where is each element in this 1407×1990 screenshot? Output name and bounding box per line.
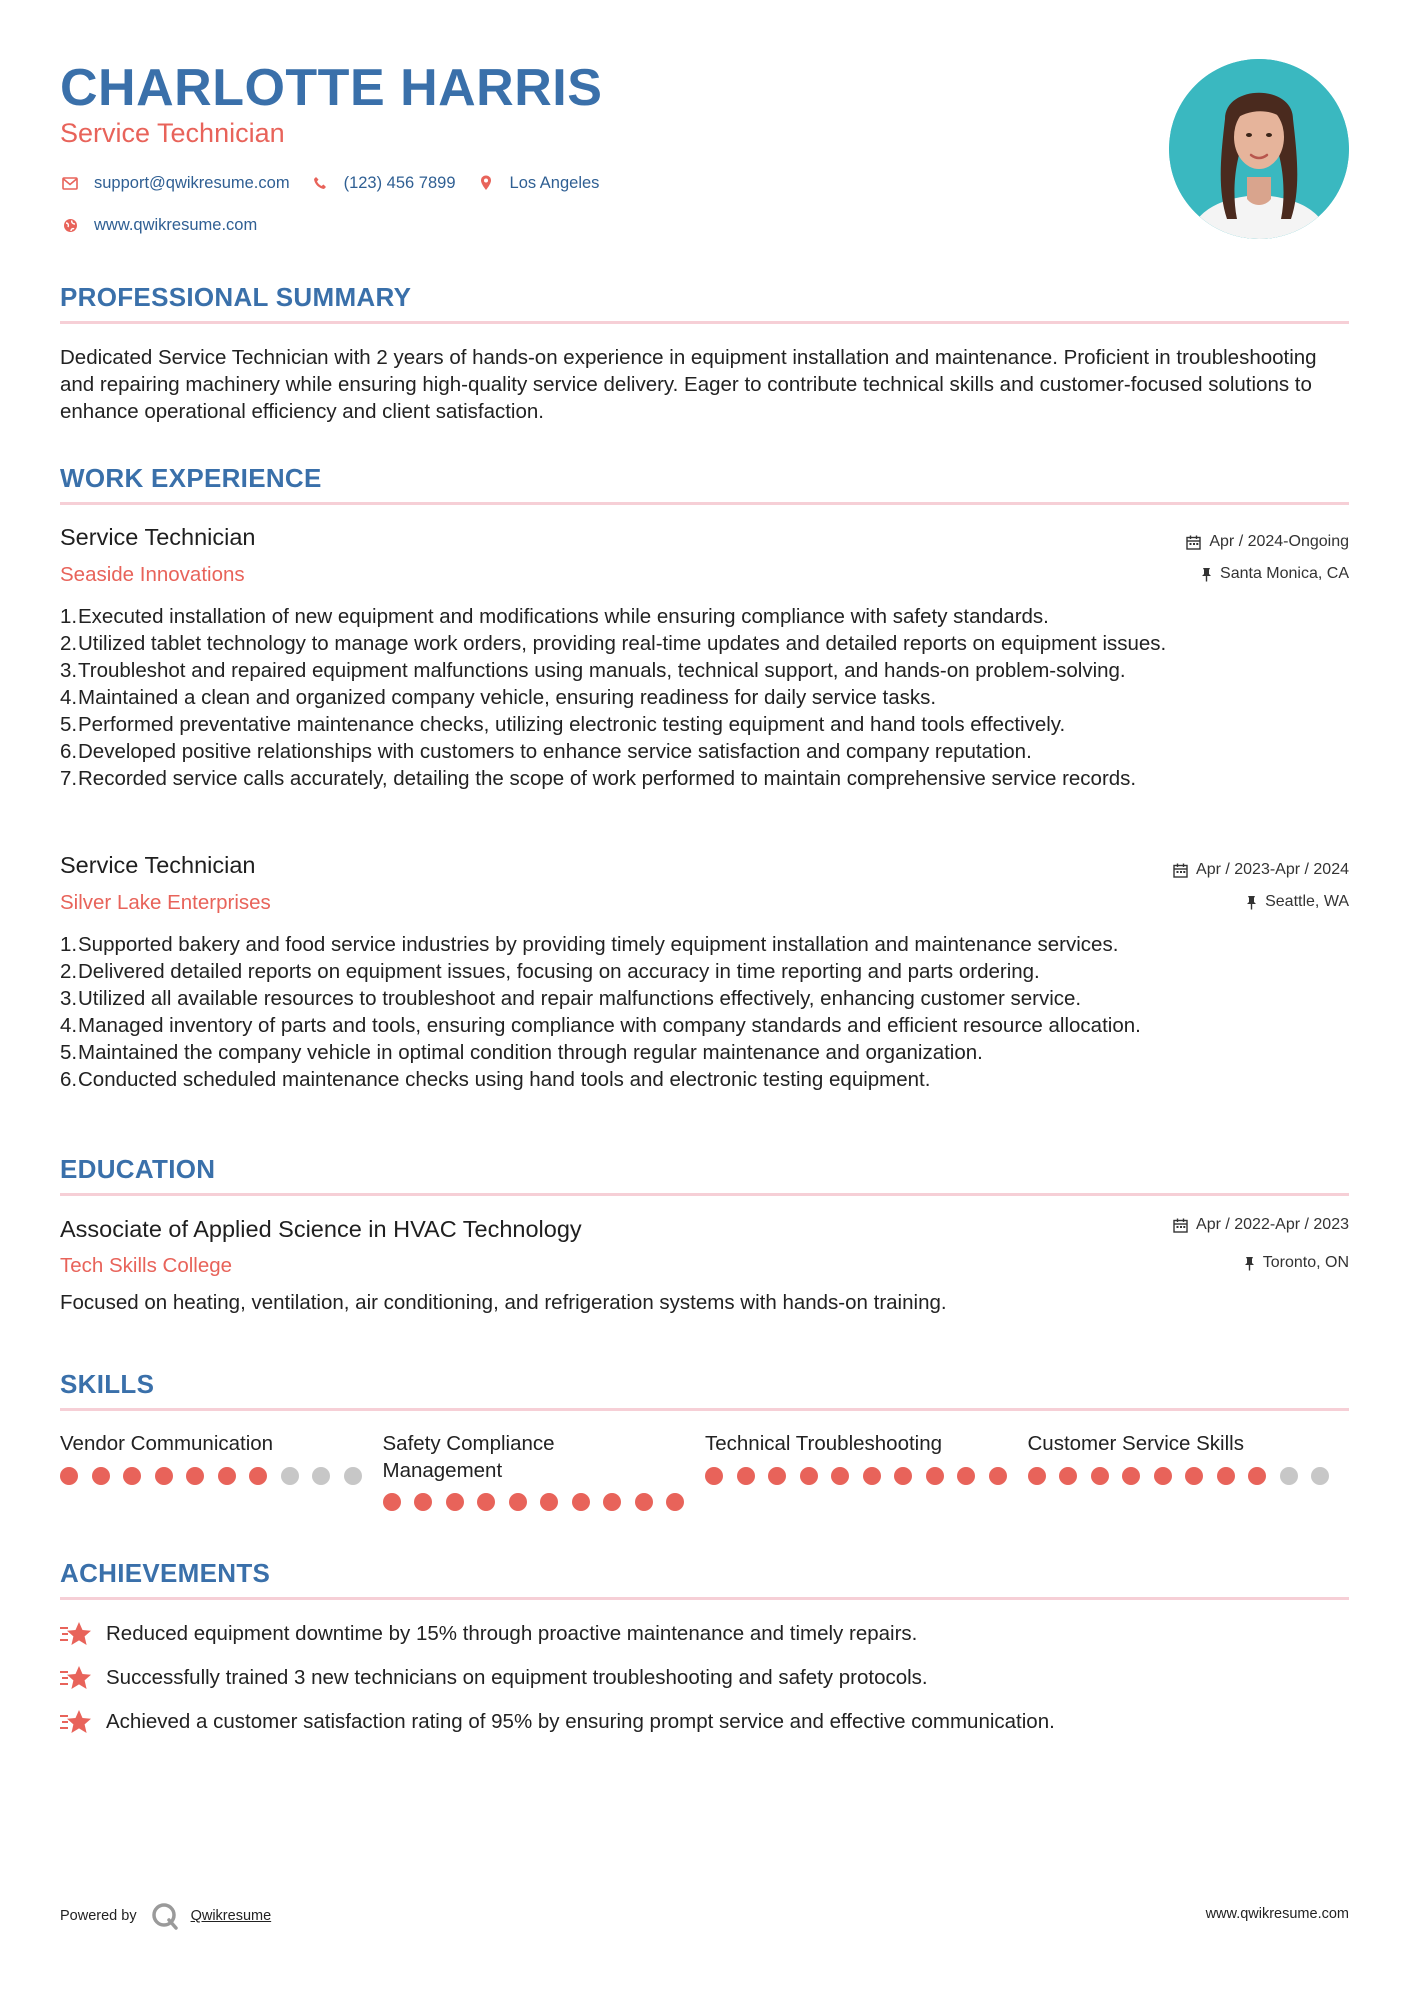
profile-photo (1169, 59, 1349, 239)
rating-dot-filled (705, 1467, 723, 1485)
pushpin-icon (1244, 1256, 1255, 1271)
rating-dot-filled (894, 1467, 912, 1485)
brand-link[interactable]: Qwikresume (190, 1908, 272, 1924)
rating-dot-empty (281, 1467, 299, 1485)
achievement-text: Successfully trained 3 new technicians on equipment troubleshooting and safety protocols. (106, 1666, 928, 1689)
rating-dot-filled (1185, 1467, 1203, 1485)
school-name: Tech Skills College (60, 1254, 233, 1277)
rating-dot-filled (249, 1467, 267, 1485)
section-title-education: EDUCATION (60, 1154, 216, 1184)
powered-by-label: Powered by (60, 1908, 137, 1924)
rating-dot-empty (1280, 1467, 1298, 1485)
degree-title: Associate of Applied Science in HVAC Technology (60, 1216, 582, 1242)
candidate-name: CHARLOTTE HARRIS (60, 59, 603, 117)
pushpin-icon (1201, 567, 1212, 582)
globe-icon (60, 215, 80, 235)
rating-dot-filled (60, 1467, 78, 1485)
footer-website[interactable]: www.qwikresume.com (1205, 1906, 1349, 1922)
location-text: Los Angeles (509, 173, 600, 192)
rating-dot-filled (477, 1493, 495, 1511)
contact-location (476, 173, 600, 193)
section-divider (60, 1597, 1349, 1600)
education-dates (1173, 1216, 1349, 1234)
section-title-achievements: ACHIEVEMENTS (60, 1558, 271, 1588)
job-location-text: Seattle, WA (1265, 893, 1349, 910)
list-item: 4. Maintained a clean and organized company vehicle, ensuring readiness for daily service tasks. (60, 686, 937, 709)
section-title-skills: SKILLS (60, 1369, 155, 1399)
rating-dot-filled (383, 1493, 401, 1511)
rating-dot-filled (989, 1467, 1007, 1485)
job-dates (1186, 533, 1349, 551)
rating-dot-filled (1059, 1467, 1077, 1485)
contact-website[interactable] (60, 215, 257, 235)
rating-dot-filled (1248, 1467, 1266, 1485)
summary-text: Dedicated Service Technician with 2 years of hands-on experience in equipment installation and maintenance. Proficient in troubleshooting and repairing machinery while ensuring high-quality service delivery. Eager to contribute technical skills and customer-focused solutions to enhance operational efficiency and client satisfaction. (60, 346, 1317, 423)
rating-dot-filled (1028, 1467, 1046, 1485)
list-item: 3. Troubleshot and repaired equipment malfunctions using manuals, technical support, and hands-on problem-solving. (60, 659, 1126, 682)
rating-dot-filled (737, 1467, 755, 1485)
calendar-icon (1186, 535, 1201, 550)
skill-name: Vendor Communication (60, 1432, 274, 1455)
skills-grid (60, 1430, 1350, 1511)
job-title: Service Technician (60, 852, 256, 878)
job-dates-text: Apr / 2023-Apr / 2024 (1196, 861, 1349, 878)
star-icon (60, 1620, 92, 1648)
rating-dot-filled (603, 1493, 621, 1511)
rating-dot-filled (1154, 1467, 1172, 1485)
map-pin-icon (476, 173, 496, 193)
phone-text: (123) 456 7899 (343, 173, 456, 192)
rating-dot-filled (123, 1467, 141, 1485)
star-icon (60, 1708, 92, 1736)
section-divider (60, 1193, 1349, 1196)
list-item: 1. Executed installation of new equipment and modifications while ensuring compliance with safety standards. (60, 605, 1049, 628)
rating-dot-filled (863, 1467, 881, 1485)
rating-dot-filled (540, 1493, 558, 1511)
website-text: www.qwikresume.com (94, 215, 258, 234)
section-divider (60, 321, 1349, 324)
skill-name: Safety Compliance Management (382, 1432, 555, 1482)
phone-icon (310, 173, 330, 193)
rating-dot-filled (218, 1467, 236, 1485)
rating-dot-filled (1091, 1467, 1109, 1485)
rating-dot-filled (1122, 1467, 1140, 1485)
skill-item (705, 1430, 1028, 1511)
achievement-item (60, 1664, 928, 1692)
skill-name: Technical Troubleshooting (705, 1432, 943, 1455)
rating-dot-filled (831, 1467, 849, 1485)
rating-dot-filled (414, 1493, 432, 1511)
rating-dot-filled (768, 1467, 786, 1485)
list-item: 1. Supported bakery and food service industries by providing timely equipment installation and maintenance services. (60, 933, 1119, 956)
rating-dot-filled (92, 1467, 110, 1485)
job-bullets (60, 603, 1350, 792)
skill-item (1028, 1430, 1351, 1511)
contact-email[interactable] (60, 173, 290, 193)
job-title: Service Technician (60, 524, 256, 550)
skill-rating (383, 1493, 706, 1511)
rating-dot-filled (926, 1467, 944, 1485)
skill-rating (705, 1467, 1028, 1485)
email-text: support@qwikresume.com (94, 173, 290, 192)
star-icon (60, 1664, 92, 1692)
job-dates-text: Apr / 2024-Ongoing (1209, 533, 1349, 550)
achievement-text: Achieved a customer satisfaction rating of 95% by ensuring prompt service and effective communication. (106, 1710, 1055, 1733)
list-item: 7. Recorded service calls accurately, detailing the scope of work performed to maintain comprehensive service records. (60, 767, 1137, 790)
job-location (1201, 565, 1349, 583)
skill-item (60, 1430, 383, 1511)
rating-dot-empty (1311, 1467, 1329, 1485)
rating-dot-empty (344, 1467, 362, 1485)
section-title-summary: PROFESSIONAL SUMMARY (60, 282, 412, 312)
contact-row (60, 173, 619, 193)
pushpin-icon (1246, 895, 1257, 910)
contact-row-website (60, 215, 277, 235)
company-name: Silver Lake Enterprises (60, 891, 271, 914)
rating-dot-filled (155, 1467, 173, 1485)
skill-rating (60, 1467, 383, 1485)
achievement-item (60, 1620, 917, 1648)
job-location (1246, 893, 1349, 911)
rating-dot-filled (186, 1467, 204, 1485)
job-bullets (60, 931, 1350, 1093)
rating-dot-filled (666, 1493, 684, 1511)
list-item: 2. Delivered detailed reports on equipment issues, focusing on accuracy in time reporting and parts ordering. (60, 960, 1040, 983)
list-item: 5. Maintained the company vehicle in optimal condition through regular maintenance and organization. (60, 1041, 983, 1064)
envelope-icon (60, 173, 80, 193)
list-item: 6. Conducted scheduled maintenance checks using hand tools and electronic testing equipment. (60, 1068, 931, 1091)
achievement-text: Reduced equipment downtime by 15% through proactive maintenance and timely repairs. (106, 1622, 918, 1645)
list-item: 3. Utilized all available resources to troubleshoot and repair malfunctions effectively, enhancing customer service. (60, 987, 1082, 1010)
calendar-icon (1173, 863, 1188, 878)
footer-powered-by (60, 1902, 271, 1930)
rating-dot-filled (957, 1467, 975, 1485)
list-item: 5. Performed preventative maintenance checks, utilizing electronic testing equipment and hand tools effectively. (60, 713, 1066, 736)
rating-dot-filled (572, 1493, 590, 1511)
contact-phone[interactable] (310, 173, 456, 193)
skill-item (383, 1430, 706, 1511)
rating-dot-empty (312, 1467, 330, 1485)
rating-dot-filled (635, 1493, 653, 1511)
job-location-text: Santa Monica, CA (1220, 565, 1349, 582)
company-name: Seaside Innovations (60, 563, 245, 586)
rating-dot-filled (800, 1467, 818, 1485)
calendar-icon (1173, 1218, 1188, 1233)
section-title-experience: WORK EXPERIENCE (60, 463, 322, 493)
job-dates (1173, 861, 1349, 879)
list-item: 2. Utilized tablet technology to manage work orders, providing real-time updates and detailed reports on equipment issues. (60, 632, 1167, 655)
skill-rating (1028, 1467, 1351, 1485)
list-item: 6. Developed positive relationships with customers to enhance service satisfaction and company reputation. (60, 740, 1032, 763)
section-divider (60, 1408, 1349, 1411)
skill-name: Customer Service Skills (1027, 1432, 1244, 1455)
education-dates-text: Apr / 2022-Apr / 2023 (1196, 1216, 1349, 1233)
achievement-item (60, 1708, 1055, 1736)
rating-dot-filled (446, 1493, 464, 1511)
rating-dot-filled (1217, 1467, 1235, 1485)
education-location-text: Toronto, ON (1262, 1254, 1349, 1271)
qwikresume-logo-icon (151, 1902, 179, 1930)
section-divider (60, 502, 1349, 505)
candidate-role: Service Technician (60, 118, 285, 148)
list-item: 4. Managed inventory of parts and tools, ensuring compliance with company standards and efficient resource allocation. (60, 1014, 1141, 1037)
rating-dot-filled (509, 1493, 527, 1511)
education-location (1244, 1254, 1349, 1272)
education-description: Focused on heating, ventilation, air conditioning, and refrigeration systems with hands-on training. (60, 1291, 947, 1314)
